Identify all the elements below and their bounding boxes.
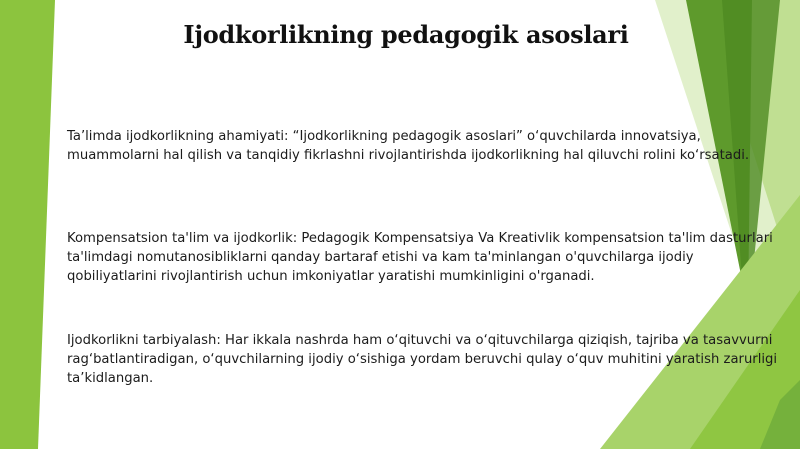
- paragraph-creativity-importance: Ta’limda ijodkorlikning ahamiyati: “Ijodkorlikning pedagogik asoslari” o‘quvchilarda innovatsiya, muammolarni hal qilish va tanqidiy fikrlashni rivojlantirishda ijodkorlikning hal qiluvchi rolini ko‘rsatadi.: [67, 129, 750, 163]
- left-green-band: [0, 0, 55, 449]
- paragraph-compensation-education: Kompensatsion ta'lim va ijodkorlik: Pedagogik Kompensatsiya Va Kreativlik kompensatsion ta'lim dasturlari ta'limdagi nomutanosibliklarni qanday bartaraf etishi va kam ta'minlangan o'quvchilarga ijodiy qobiliyatlarini rivojlantirish uchun imkoniyatlar yaratishi mumkinligini o'rganadi.: [67, 231, 773, 284]
- paragraph-fostering-creativity: Ijodkorlikni tarbiyalash: Har ikkala nashrda ham o‘qituvchi va o‘qituvchilarga qiziqish, tajriba va tasavvurni rag‘batlantiradigan, o‘quvchilarning ijodiy o‘sishiga yordam beruvchi qulay o‘quv muhitini yaratish zarurligi ta’kidlangan.: [67, 333, 778, 386]
- slide-title: Ijodkorlikning pedagogik asoslari: [183, 20, 629, 49]
